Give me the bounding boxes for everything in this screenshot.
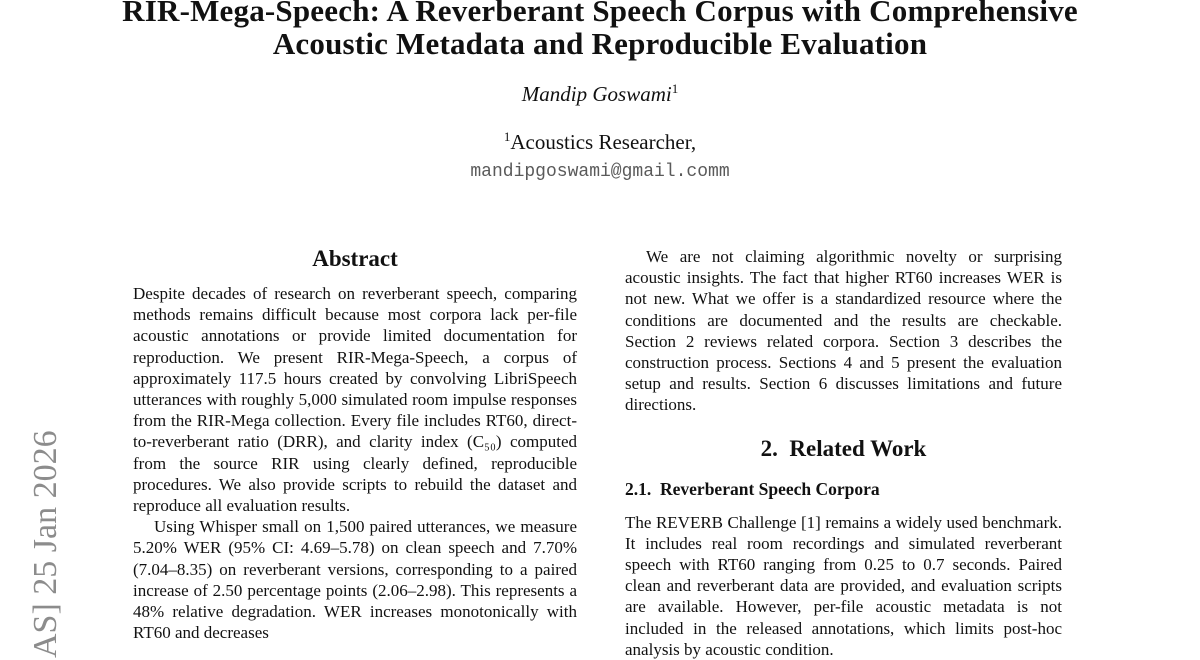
subsection-heading-reverberant-speech-corpora: 2.1. Reverberant Speech Corpora <box>625 478 880 499</box>
paper-title <box>0 0 1200 60</box>
author-name: Mandip Goswami <box>521 82 672 106</box>
abstract-paragraph-1: Despite decades of research on reverberant speech, comparing methods remains difficult because most corpora lack per-file acoustic annotations or provide limited documentation for reproduction. We present RIR-Mega-Speech, a corpus of approximately 117.5 hours created by convolving LibriSpeech utterances with roughly 5,000 simulated room impulse responses from the RIR-Mega collection. Every file includes RT60, direct-to-reverberant ratio (DRR), and clarity index (C₅₀) computed from the source RIR using clearly defined, reproducible procedures. We also provide scripts to rebuild the dataset and reproduce all evaluation results. <box>133 284 577 516</box>
author-email: mandipgoswami@gmail.comm <box>470 162 730 182</box>
affiliation-text: Acoustics Researcher, <box>510 130 697 154</box>
left-column <box>133 246 577 643</box>
author-superscript: 1 <box>671 81 679 96</box>
arxiv-watermark: AS] 25 Jan 2026 <box>27 430 64 658</box>
affiliation-superscript: 1 <box>503 129 511 144</box>
related-work-paragraph: The REVERB Challenge [1] remains a widely used benchmark. It includes real room recordings and simulated reverberant speech with RT60 ranging from 0.25 to 0.7 seconds. Paired clean and reverberant data are provided, and evaluation scripts are available. However, per-file acoustic metadata is not included in the released annotations, which limits post-hoc analysis by acoustic condition. <box>625 512 1062 659</box>
affiliation-line <box>0 130 1200 155</box>
intro-paragraph: We are not claiming algorithmic novelty or surprising acoustic insights. The fact that higher RT60 increases WER is not new. What we offer is a standardized resource where the conditions are documented and the results are checkable. Section 2 reviews related corpora. Section 3 describes the construction process. Sections 4 and 5 present the evaluation setup and results. Section 6 discusses limitations and future directions. <box>625 247 1062 415</box>
abstract-heading: Abstract <box>312 246 398 271</box>
abstract-paragraph-2: Using Whisper small on 1,500 paired utterances, we measure 5.20% WER (95% CI: 4.69–5.78) on clean speech and 7.70% (7.04–8.35) on reverberant versions, corresponding to a paired increase of 2.50 percentage points (2.06–2.98). This represents a 48% relative degradation. WER increases monotonically with RT60 and decreases <box>133 517 577 643</box>
right-column <box>625 246 1062 660</box>
author-line <box>0 82 1200 107</box>
section-heading-related-work: 2. Related Work <box>760 435 927 461</box>
paper-title-line-2: Acoustic Metadata and Reproducible Evaluation <box>272 26 928 61</box>
paper-title-line-1: RIR-Mega-Speech: A Reverberant Speech Corpus with Comprehensive <box>122 0 1078 28</box>
